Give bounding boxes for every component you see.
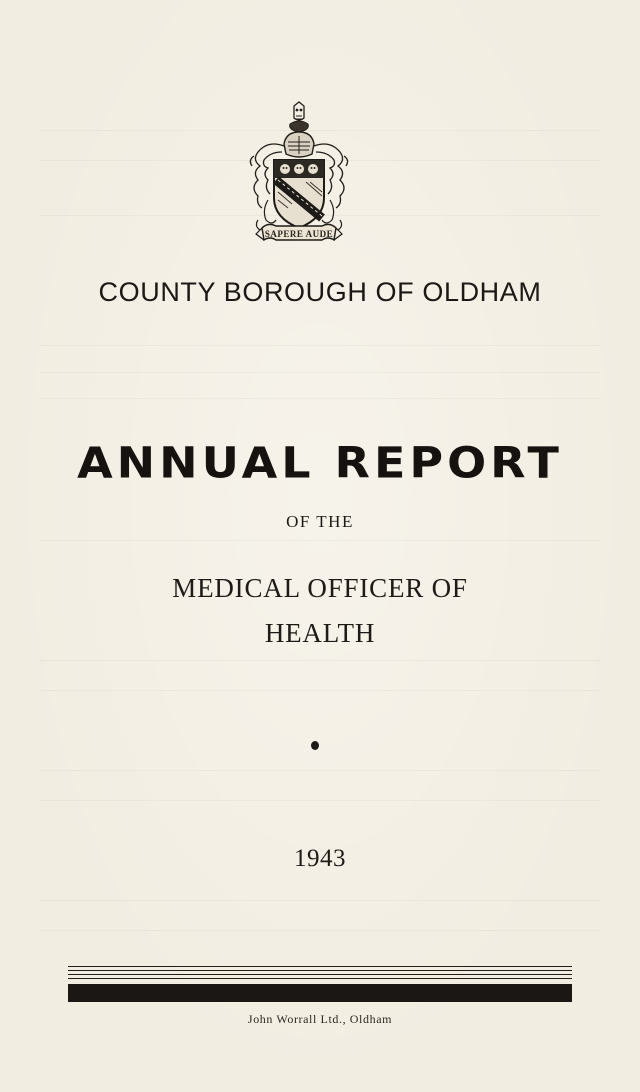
show-through-line bbox=[40, 800, 600, 801]
shield-icon bbox=[274, 160, 324, 228]
officer-title-line-2: HEALTH bbox=[264, 618, 376, 648]
ornament-dot bbox=[311, 741, 319, 750]
owl-crest-icon bbox=[290, 102, 309, 132]
show-through-line bbox=[40, 900, 600, 901]
show-through-line bbox=[40, 690, 600, 691]
helmet-icon bbox=[284, 132, 314, 157]
motto-text: SAPERE AUDE bbox=[264, 229, 334, 239]
report-title: ANNUAL REPORT bbox=[77, 438, 563, 488]
printer-imprint: John Worrall Ltd., Oldham bbox=[247, 1012, 393, 1026]
show-through-line bbox=[40, 345, 600, 346]
decorative-rule bbox=[68, 966, 572, 967]
show-through-line bbox=[40, 372, 600, 373]
county-title: COUNTY BOROUGH OF OLDHAM bbox=[98, 277, 542, 307]
show-through-line bbox=[40, 930, 600, 931]
coat-of-arms-emblem bbox=[238, 100, 356, 250]
decorative-rule bbox=[68, 978, 572, 979]
decorative-rule bbox=[68, 974, 572, 975]
show-through-line bbox=[40, 660, 600, 661]
motto-scroll bbox=[256, 224, 342, 240]
decorative-rule bbox=[68, 970, 572, 971]
report-year: 1943 bbox=[294, 845, 346, 872]
of-the-label: OF THE bbox=[286, 512, 354, 531]
decorative-thick-rule bbox=[68, 984, 572, 1002]
show-through-line bbox=[40, 540, 600, 541]
show-through-line bbox=[40, 398, 600, 399]
officer-title-line-1: MEDICAL OFFICER OF bbox=[172, 573, 468, 603]
show-through-line bbox=[40, 770, 600, 771]
